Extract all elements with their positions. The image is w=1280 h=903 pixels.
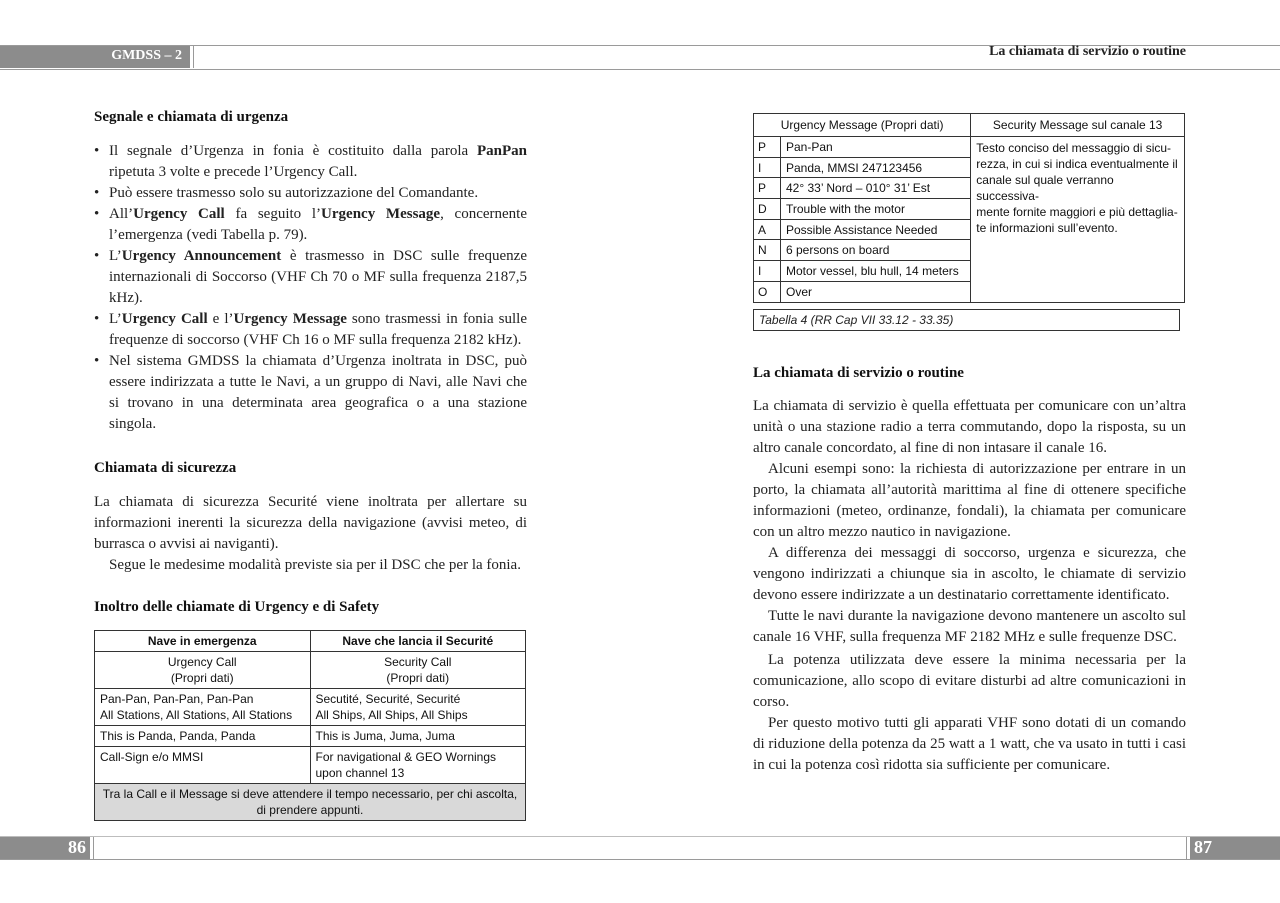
table-cell: This is Juma, Juma, Juma — [310, 726, 526, 747]
message-field: Panda, MMSI 247123456 — [781, 157, 971, 178]
bold-term: Urgency Message — [321, 206, 441, 222]
table-row — [95, 747, 526, 784]
table-note: Tra la Call e il Message si deve attendere il tempo necessario, per chi ascolta, di prendere appunti. — [95, 784, 526, 821]
panpan-letter: I — [754, 261, 781, 282]
urgency-message-header: Urgency Message (Propri dati) — [754, 114, 971, 137]
table-cell: Pan-Pan, Pan-Pan, Pan-Pan All Stations, All Stations, All Stations — [95, 689, 311, 726]
bullet-item: • Il segnale d’Urgenza in fonia è costituito dalla parola PanPan ripetuta 3 volte e precede l’Urgency Call. — [94, 141, 527, 183]
table-cell: This is Panda, Panda, Panda — [95, 726, 311, 747]
routine-paragraph: Alcuni esempi sono: la richiesta di autorizzazione per entrare in un porto, la chiamata all’autorità marittima al fine di ottenere specifiche informazioni (meteo, ordinanze, fondali), la chiamata per comunicare con un altro mezzo nautico in navigazione. — [753, 461, 1186, 540]
bullet-item: • All’Urgency Call fa seguito l’Urgency Message, concernente l’emergenza (vedi Tabella p. 79). — [94, 204, 527, 246]
section-title-urgency: Segnale e chiamata di urgenza — [94, 109, 289, 125]
footer-rule — [0, 859, 1280, 860]
table-row — [95, 652, 526, 689]
panpan-letter: P — [754, 137, 781, 158]
routine-paragraph: La potenza utilizzata deve essere la minima necessaria per la comunicazione, allo scopo di evitare disturbi ad altre comunicazioni in corso. — [753, 652, 1186, 710]
panpan-message-table — [753, 113, 1185, 303]
routine-paragraph: Per questo motivo tutti gli apparati VHF sono dotati di un comando di riduzione della potenza da 25 watt a 1 watt, che va usato in tutti i casi in cui la potenza così ridotta sia sufficiente per comunicare. — [753, 715, 1186, 773]
bold-term: PanPan — [476, 143, 527, 159]
safety-paragraph-2: Segue le medesime modalità previste sia per il DSC che per la fonia. — [109, 557, 521, 573]
table-row — [95, 726, 526, 747]
bullet-item: • Può essere trasmesso solo su autorizzazione del Comandante. — [94, 183, 527, 204]
urgency-bullet-list — [94, 141, 527, 435]
panpan-letter: I — [754, 157, 781, 178]
routine-paragraph: Tutte le navi durante la navigazione devono mantenere un ascolto sul canale 16 VHF, sulla frequenza MF 2182 MHz e sulle frequenze DSC. — [753, 608, 1186, 645]
bold-term: Urgency Call — [133, 206, 225, 222]
security-message-description: Testo conciso del messaggio di sicu- rezza, in cui si indica eventualmente il canale sul quale verranno successiva- mente fornite maggiori e più dettaglia- te informazioni sull’evento. — [971, 137, 1185, 303]
page-number-right — [1187, 837, 1280, 859]
message-field: 6 persons on board — [781, 240, 971, 261]
message-field: 42° 33’ Nord – 010° 31’ Est — [781, 178, 971, 199]
panpan-letter: P — [754, 178, 781, 199]
page-number-left — [0, 837, 93, 859]
page-number-86: 86 — [68, 837, 86, 857]
bullet-item: • L’Urgency Call e l’Urgency Message sono trasmessi in fonia sulle frequenze di soccorso (VHF Ch 16 o MF sulla frequenza 2182 kHz). — [94, 309, 527, 351]
bullet-item: • Nel sistema GMDSS la chiamata d’Urgenza inoltrata in DSC, può essere indirizzata a tutte le Navi, a un gruppo di Navi, alle Navi che si trovano in una determinata area geografica o a una stazione singola. — [94, 351, 527, 435]
table-row — [95, 689, 526, 726]
table-row — [754, 137, 1185, 158]
routine-paragraph: A differenza dei messaggi di soccorso, urgenza e sicurezza, che vengono indirizzati a chiunque sia in ascolto, le chiamate di servizio devono essere indirizzate a un destinatario correttamente identificato. — [753, 545, 1186, 603]
message-field: Over — [781, 281, 971, 302]
page-number-87: 87 — [1194, 837, 1212, 857]
panpan-letter: O — [754, 281, 781, 302]
bullet-item: • L’Urgency Announcement è trasmesso in DSC sulle frequenze internazionali di Soccorso (VHF Ch 70 o MF sulla frequenza 2187,5 kHz). — [94, 246, 527, 309]
routine-paragraph: La chiamata di servizio è quella effettuata per comunicare con un’altra unità o una stazione radio a terra commutando, dopo la risposta, su un altro canale concordato, al fine di non intasare il canale 16. — [753, 398, 1186, 456]
panpan-letter: D — [754, 199, 781, 220]
table-cell: Security Call (Propri dati) — [310, 652, 526, 689]
message-field: Trouble with the motor — [781, 199, 971, 220]
safety-paragraph: La chiamata di sicurezza Securité viene inoltrata per allertare su informazioni inerenti la sicurezza della navigazione (avvisi meteo, di burrasca o avvisi ai naviganti). — [94, 494, 527, 552]
header-rule — [0, 69, 1280, 70]
section-title-routine: La chiamata di servizio o routine — [753, 365, 964, 381]
bold-term: Urgency Message — [233, 311, 347, 327]
running-head-left — [0, 46, 193, 68]
message-field: Motor vessel, blu hull, 14 meters — [781, 261, 971, 282]
panpan-letter: N — [754, 240, 781, 261]
section-title-safety: Chiamata di sicurezza — [94, 460, 237, 476]
table-cell: Call-Sign e/o MMSI — [95, 747, 311, 784]
urgency-safety-table — [94, 630, 526, 821]
running-head-left-label: GMDSS – 2 — [111, 48, 182, 63]
message-field: Pan-Pan — [781, 137, 971, 158]
table-cell: Urgency Call (Propri dati) — [95, 652, 311, 689]
panpan-letter: A — [754, 219, 781, 240]
footer-rule-top — [0, 836, 1280, 837]
running-head-right: La chiamata di servizio o routine — [989, 44, 1186, 59]
table-header-emergency: Nave in emergenza — [95, 631, 311, 652]
security-message-header: Security Message sul canale 13 — [971, 114, 1185, 137]
table-header-securite: Nave che lancia il Securité — [310, 631, 526, 652]
bold-term: Urgency Call — [121, 311, 208, 327]
bold-term: Urgency Announcement — [121, 248, 282, 264]
table-cell: For navigational & GEO Wornings upon channel 13 — [310, 747, 526, 784]
message-field: Possible Assistance Needed — [781, 219, 971, 240]
section-title-inoltro: Inoltro delle chiamate di Urgency e di Safety — [94, 599, 380, 615]
table-cell: Secutité, Securité, Securité All Ships, All Ships, All Ships — [310, 689, 526, 726]
table-caption: Tabella 4 (RR Cap VII 33.12 - 33.35) — [753, 309, 1180, 331]
